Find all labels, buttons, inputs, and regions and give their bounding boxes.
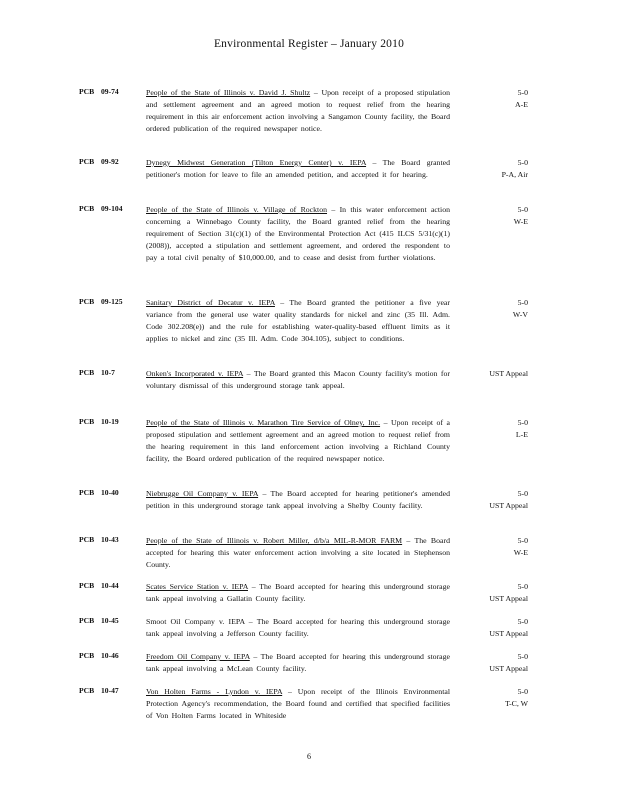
board-code: PCB (79, 651, 95, 660)
vote-block (515, 87, 528, 111)
case-name: People of the State of Illinois v. Marathon Tire Service of Olney, Inc. (146, 418, 381, 427)
case-number: 10-47 (101, 686, 119, 695)
entry-text (146, 87, 450, 135)
case-name: People of the State of Illinois v. David J. Shultz (146, 88, 311, 97)
entry-text (146, 417, 450, 465)
case-number: 10-19 (101, 417, 119, 426)
vote-count: 5-0 (517, 418, 528, 427)
vote-count: 5-0 (517, 88, 528, 97)
case-type: W-E (513, 216, 528, 226)
case-number: 09-125 (101, 297, 123, 306)
case-description: – The Board granted petitioner's motion for leave to file an amended petition, and accepted it for hearing. (146, 158, 450, 179)
case-name: Dynegy Midwest Generation (Tilton Energy Center) v. IEPA (146, 158, 367, 167)
case-number: 10-43 (101, 535, 119, 544)
board-code: PCB (79, 157, 95, 166)
entry-text (146, 581, 450, 605)
board-code: PCB (79, 87, 95, 96)
board-code: PCB (79, 535, 95, 544)
case-description: – Upon receipt of a proposed stipulation and settlement agreement and an agreed motion to request relief from the hearing requirement in this land enforcement action involving a Richland County facility, the Board ordered publication of the required newspaper notice. (146, 418, 451, 463)
case-type: A-E (515, 99, 528, 109)
case-description: – Upon receipt of a proposed stipulation and settlement agreement and an agreed motion to request relief from the hearing requirement in this air enforcement action involving a Sangamon County facility, the Board ordered publication of the required newspaper notice. (146, 88, 450, 133)
entry-text (146, 488, 450, 512)
case-description: – The Board accepted for hearing this underground storage tank appeal involving a Gallatin County facility. (146, 582, 450, 603)
page-header: Environmental Register – January 2010 (213, 38, 405, 50)
case-type: UST Appeal (489, 369, 528, 378)
vote-count: 5-0 (517, 298, 528, 307)
case-name: People of the State of Illinois v. Village of Rockton (146, 205, 328, 214)
entry-text (146, 651, 450, 675)
vote-block (514, 204, 528, 228)
case-type: UST Appeal (489, 593, 528, 603)
page-number: 6 (307, 752, 311, 761)
case-description: – In this water enforcement action concerning a Winnebago County facility, the Board granted relief from the hearing requirement of Section 31(c)(1) of the Environmental Protection Act (415 ILCS 5/31(c)(1) (2008)), accepted a stipulation and settlement agreement, and ordered the respondent to pay a total civil penalty of $10,000.00, and to cease and desist from further violations. (146, 205, 450, 262)
case-type: W-E (513, 547, 528, 557)
board-code: PCB (79, 488, 95, 497)
vote-count: 5-0 (517, 158, 528, 167)
vote-block (489, 581, 528, 605)
vote-block (513, 297, 528, 321)
entry-text (146, 368, 450, 392)
vote-count: 5-0 (517, 205, 528, 214)
case-type: L-E (515, 429, 528, 439)
board-code: PCB (79, 204, 95, 213)
vote-count: 5-0 (517, 489, 528, 498)
vote-block (489, 616, 528, 640)
vote-count: 5-0 (517, 687, 528, 696)
entry-text (146, 204, 450, 264)
case-number: 10-46 (101, 651, 119, 660)
case-description: – The Board granted the petitioner a five year variance from the general use water quality standards for nickel and zinc (35 Ill. Adm. Code 302.208(e)) and the rule for establishing water-quality-based effluent limits as it applies to nickel and zinc (35 Ill. Adm. Code 304.105), subject to conditions. (146, 298, 450, 343)
case-number: 09-74 (101, 87, 119, 96)
case-name: Von Holten Farms - Lyndon v. IEPA (146, 687, 283, 696)
case-description: – Upon receipt of the Illinois Environmental Protection Agency's recommendation, the Board found and certified that specified facilities of Von Holten Farms located in Whiteside (146, 687, 450, 720)
entry-text (146, 297, 450, 345)
board-code: PCB (79, 297, 95, 306)
vote-count: 5-0 (517, 536, 528, 545)
vote-block (489, 368, 528, 380)
case-type: UST Appeal (489, 663, 528, 673)
vote-count: 5-0 (517, 617, 528, 626)
entry-text (146, 616, 450, 640)
case-description: – The Board accepted for hearing this water enforcement action involving a site located in Stephenson County. (146, 536, 450, 569)
vote-count: 5-0 (517, 582, 528, 591)
case-type: UST Appeal (489, 628, 528, 638)
case-type: T-C, W (505, 698, 528, 708)
vote-block (502, 157, 528, 181)
case-type: UST Appeal (489, 500, 528, 510)
entry-text (146, 535, 450, 571)
case-name: Sanitary District of Decatur v. IEPA (146, 298, 275, 307)
case-number: 10-45 (101, 616, 119, 625)
case-description: – The Board granted this Macon County facility's motion for voluntary dismissal of this underground storage tank appeal. (146, 369, 450, 390)
case-number: 10-40 (101, 488, 119, 497)
vote-block (516, 417, 528, 441)
vote-block (489, 488, 528, 512)
vote-block (505, 686, 528, 710)
vote-block (489, 651, 528, 675)
case-number: 10-7 (101, 368, 115, 377)
board-code: PCB (79, 368, 95, 377)
case-description: – The Board accepted for hearing this underground storage tank appeal involving a McLean County facility. (146, 652, 450, 673)
entry-text (146, 157, 450, 181)
board-code: PCB (79, 616, 95, 625)
board-code: PCB (79, 581, 95, 590)
vote-count: 5-0 (517, 652, 528, 661)
case-name: Freedom Oil Company v. IEPA (146, 652, 250, 661)
case-number: 09-92 (101, 157, 119, 166)
case-description: – The Board accepted for hearing petitioner's amended petition in this underground storage tank appeal involving a Shelby County facility. (146, 489, 450, 510)
board-code: PCB (79, 417, 95, 426)
case-name: Scates Service Station v. IEPA (146, 582, 248, 591)
case-type: W-V (512, 309, 528, 319)
case-number: 09-104 (101, 204, 123, 213)
entry-text (146, 686, 450, 722)
board-code: PCB (79, 686, 95, 695)
case-name: Niebrugge Oil Company v. IEPA (146, 489, 259, 498)
case-number: 10-44 (101, 581, 119, 590)
case-type: P-A, Air (501, 169, 528, 179)
case-name: People of the State of Illinois v. Robert Miller, d/b/a MIL-R-MOR FARM (146, 536, 403, 545)
case-name: Onken's Incorporated v. IEPA (146, 369, 244, 378)
vote-block (514, 535, 528, 559)
case-description: Smoot Oil Company v. IEPA – The Board accepted for hearing this underground storage tank appeal involving a Jefferson County facility. (146, 617, 450, 638)
